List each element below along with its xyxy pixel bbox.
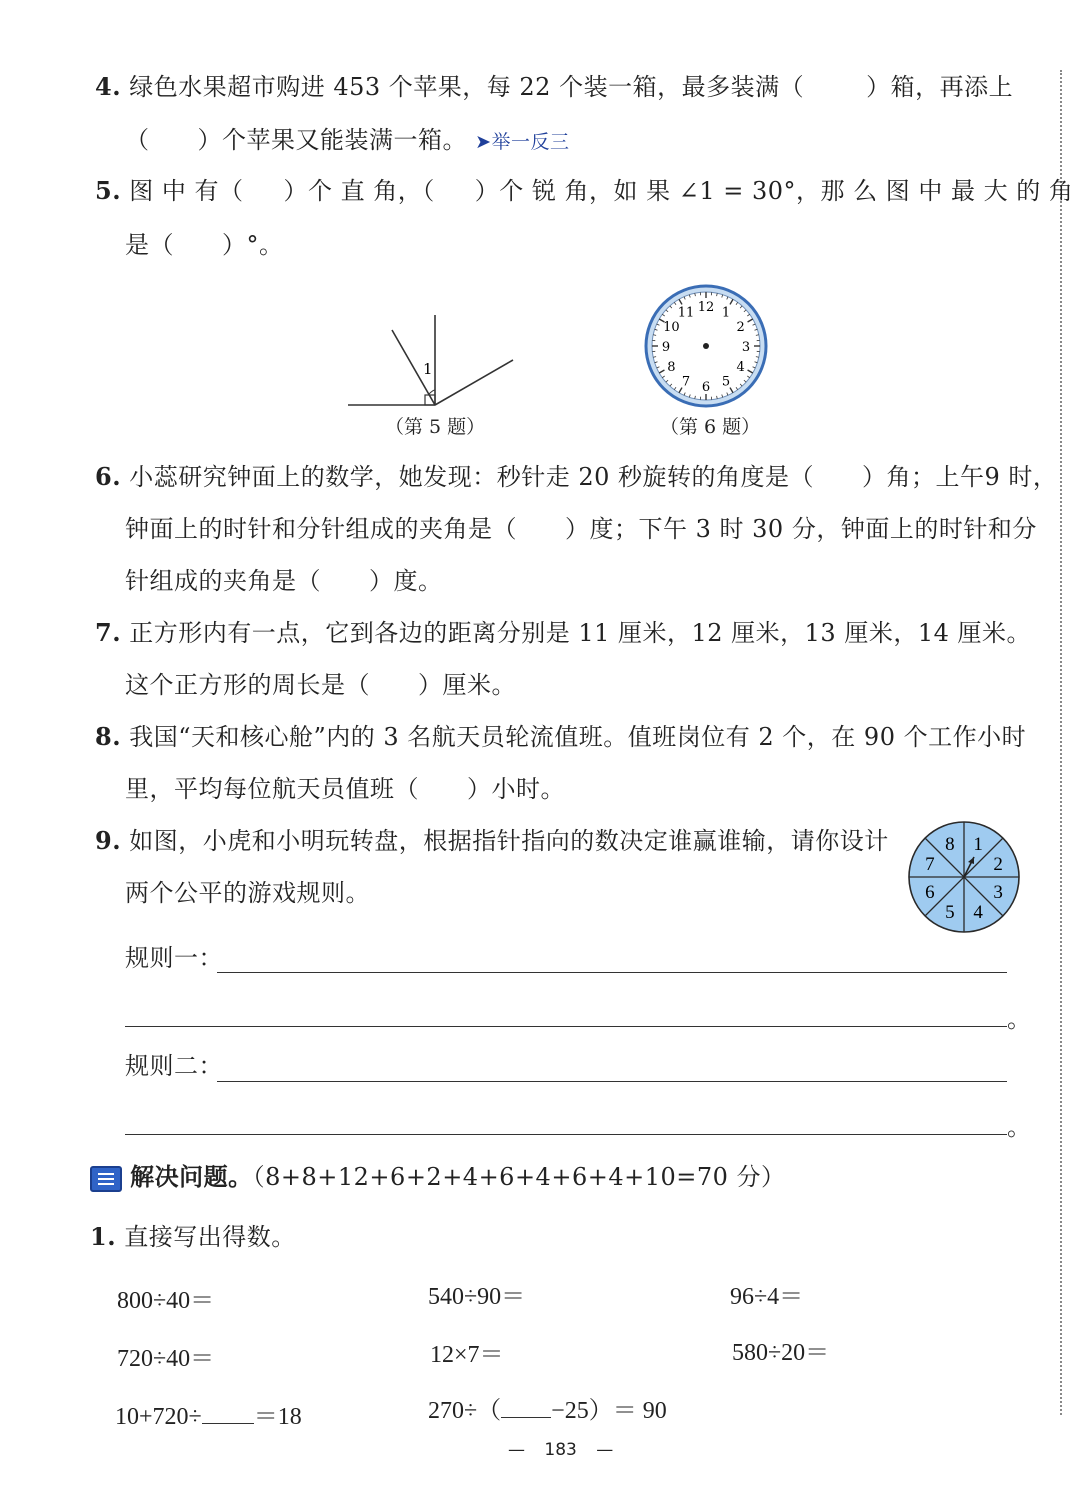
- question-number: 9.: [95, 826, 122, 855]
- spinner-number: 7: [925, 853, 935, 875]
- calc-item: 580÷20＝: [732, 1340, 830, 1366]
- clock-number: 8: [667, 360, 676, 375]
- question-number: 1.: [90, 1222, 117, 1251]
- question-text: 针组成的夹角是（: [125, 567, 321, 595]
- question-9-line-2: 两个公平的游戏规则。: [125, 879, 370, 907]
- question-text: ）个 锐 角，如 果 ∠1 = 30°，那 么 图 中 最 大 的 角: [474, 177, 1074, 205]
- question-text: ）个苹果又能装满一箱。: [197, 126, 467, 154]
- question-9-line-1: [95, 826, 889, 856]
- figure-6-caption: （第 6 题）: [660, 416, 761, 438]
- calc-text: 10+720÷: [115, 1404, 202, 1430]
- clock-number: 3: [741, 340, 751, 355]
- rule-2-answer-line-2[interactable]: [125, 1134, 1007, 1135]
- clock-number: 11: [677, 305, 695, 321]
- question-number: 7.: [95, 618, 122, 647]
- calc-item: 800÷40＝: [117, 1288, 215, 1314]
- calc-text: ＝18: [253, 1404, 302, 1430]
- section-score: （8+8+12+6+2+4+6+4+6+4+10=70 分）: [252, 1163, 786, 1191]
- question-text: 这个正方形的周长是（: [125, 671, 370, 699]
- page-edge-dotted-line: [1060, 70, 1062, 1415]
- question-4-line-2: [125, 125, 570, 157]
- question-text: 是（: [125, 231, 174, 259]
- question-text: ）度。: [369, 567, 443, 595]
- question-text: 小蕊研究钟面上的数学，她发现：秒针走 20 秒旋转的角度是（: [129, 463, 814, 491]
- rule-2-answer-line-1[interactable]: [217, 1081, 1007, 1082]
- spinner-number: 1: [973, 833, 983, 855]
- calc-text: −25）＝ 90: [551, 1398, 667, 1424]
- calc-item: 12×7＝: [430, 1342, 504, 1368]
- rule-1-answer-line-1[interactable]: [217, 972, 1007, 973]
- rule-1-answer-line-2[interactable]: [125, 1026, 1007, 1027]
- spinner-number: 4: [973, 902, 983, 924]
- question-text: 如图，小虎和小明玩转盘，根据指针指向的数决定谁赢谁输，请你设计: [129, 827, 889, 855]
- answer-blank[interactable]: [501, 1393, 551, 1418]
- calc-item-blank-1: [115, 1396, 302, 1431]
- calc-item: 540÷90＝: [428, 1284, 526, 1310]
- calc-item: 96÷4＝: [730, 1284, 804, 1310]
- clock-number: 12: [697, 300, 715, 315]
- question-text: ）个 直 角，（: [283, 177, 435, 205]
- question-8-line-1: [95, 722, 1026, 752]
- spinner-number: 3: [993, 882, 1003, 904]
- question-text: 正方形内有一点，它到各边的距离分别是 11 厘米，12 厘米，13 厘米，14 厘米。: [129, 619, 1032, 647]
- footer-dash: —: [508, 1440, 525, 1460]
- question-6-line-3: [125, 566, 443, 596]
- clock-number: 2: [736, 320, 745, 335]
- spinner-number: 2: [993, 853, 1003, 875]
- question-text: 直接写出得数。: [124, 1223, 296, 1251]
- page-number: 183: [544, 1440, 577, 1460]
- clock-number: 7: [681, 374, 691, 390]
- clock-number: 4: [736, 360, 745, 375]
- rule-1-label: 规则一：: [125, 944, 223, 972]
- clock-number: 1: [721, 305, 731, 321]
- question-text: （: [125, 126, 150, 154]
- calc-item: 720÷40＝: [117, 1346, 215, 1372]
- question-6-line-2: [125, 514, 1037, 544]
- question-text: ）厘米。: [418, 671, 516, 699]
- page-footer: [508, 1440, 613, 1460]
- calc-text: 270÷（: [428, 1398, 502, 1424]
- question-text: 我国“天和核心舱”内的 3 名航天员轮流值班。值班岗位有 2 个，在 90 个工作小时: [129, 723, 1027, 751]
- section-3-heading: [90, 1162, 786, 1192]
- figure-5-caption: （第 5 题）: [385, 416, 486, 438]
- clock-number: 9: [661, 340, 671, 355]
- section-3-icon: [90, 1166, 122, 1192]
- clock-center-dot: [703, 343, 709, 349]
- answer-blank[interactable]: [202, 1399, 254, 1424]
- spinner-number: 6: [925, 882, 935, 904]
- spinner-number: 5: [945, 902, 955, 924]
- rule-2-label: 规则二：: [125, 1052, 223, 1080]
- question-number: 6.: [95, 462, 122, 491]
- clock-figure: [643, 283, 769, 409]
- question-7-line-1: [95, 618, 1031, 648]
- clock-number: 6: [701, 380, 711, 395]
- question-5-line-2: [125, 230, 284, 260]
- right-ray: [435, 360, 513, 405]
- angle-arc: [429, 390, 435, 394]
- practice-hint-link[interactable]: ➤举一反三: [475, 131, 570, 153]
- question-number: 8.: [95, 722, 122, 751]
- spinner-number: 8: [945, 833, 955, 855]
- question-7-line-2: [125, 670, 516, 700]
- rule-1-period: 。: [1007, 1005, 1032, 1033]
- question-text: 图 中 有（: [129, 177, 244, 205]
- question-text: 钟面上的时针和分针组成的夹角是（: [125, 515, 517, 543]
- question-text: ）角；上午9 时，: [862, 463, 1058, 491]
- problem-1-heading: [90, 1222, 296, 1252]
- question-number: 5.: [95, 176, 122, 205]
- question-text: ）箱，再添上: [866, 73, 1014, 101]
- footer-dash: —: [596, 1440, 614, 1460]
- question-8-line-2: [125, 774, 565, 804]
- calc-item-blank-2: [428, 1390, 667, 1425]
- question-5-line-1: [95, 176, 1073, 206]
- question-text: ）°。: [222, 231, 284, 259]
- question-text: 里，平均每位航天员值班（: [125, 775, 419, 803]
- question-4-line-1: [95, 72, 1013, 102]
- question-number: 4.: [95, 72, 122, 101]
- clock-number: 10: [663, 320, 680, 335]
- angle-1-label: 1: [423, 360, 433, 378]
- question-text: ）度；下午 3 时 30 分，钟面上的时针和分: [565, 515, 1037, 543]
- spinner-figure: [904, 820, 1024, 936]
- question-text: 绿色水果超市购进 453 个苹果，每 22 个装一箱，最多装满（: [129, 73, 805, 101]
- section-title: 解决问题。: [130, 1162, 253, 1191]
- angle-figure: [345, 310, 525, 410]
- question-text: ）小时。: [467, 775, 565, 803]
- question-6-line-1: [95, 462, 1057, 492]
- clock-number: 5: [721, 374, 731, 390]
- rule-2-period: 。: [1007, 1113, 1032, 1141]
